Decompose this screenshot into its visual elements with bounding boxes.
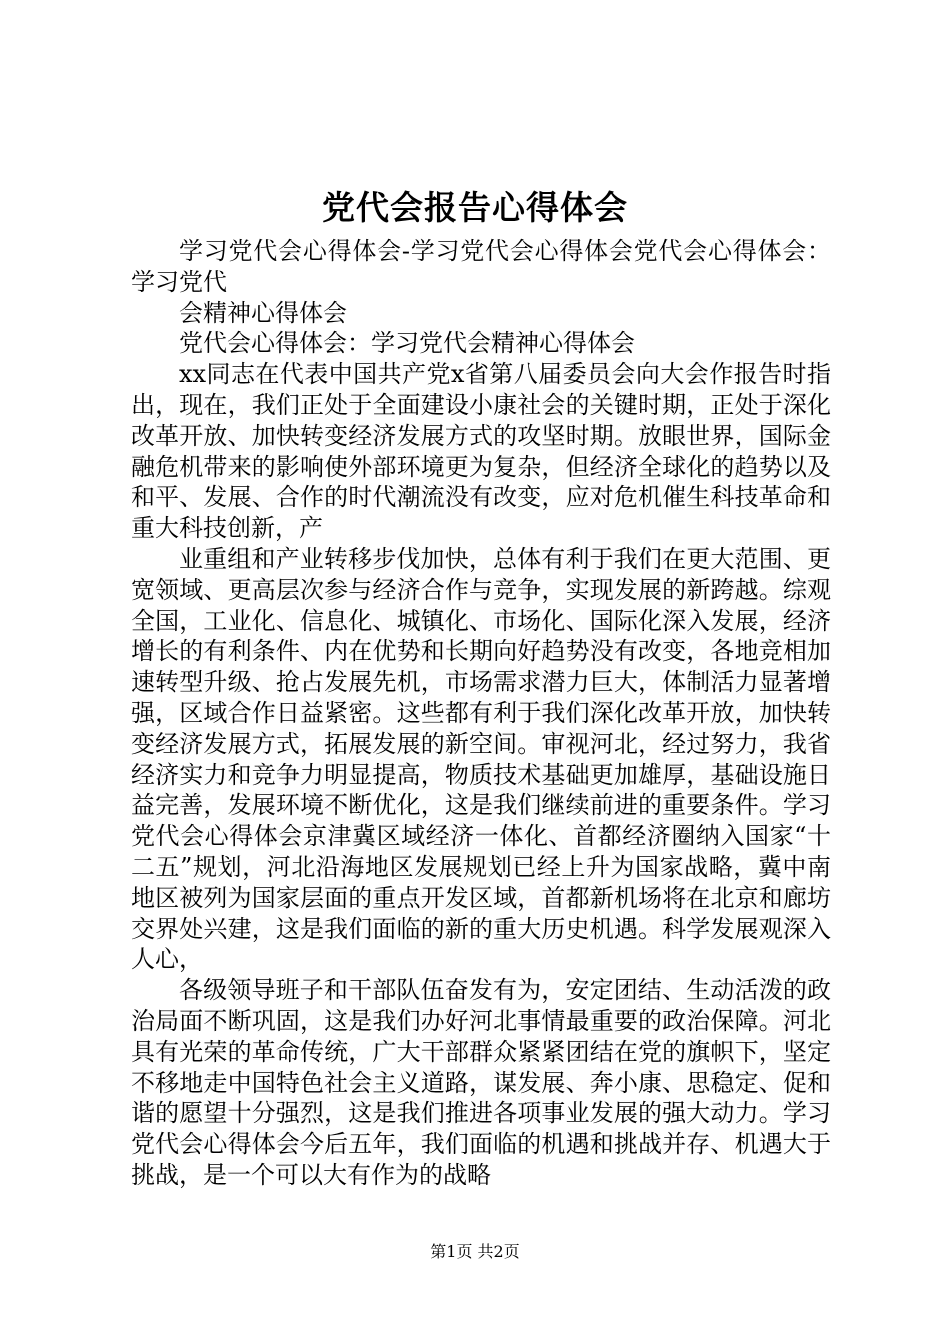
paragraph: 学习党代会心得体会-学习党代会心得体会党代会心得体会：学习党代 bbox=[131, 237, 831, 296]
paragraph: 业重组和产业转移步伐加快，总体有利于我们在更大范围、更宽领域、更高层次参与经济合作与竞争，实现发展的新跨越。综观全国，工业化、信息化、城镇化、市场化、国际化深入发展，经济增长的有利条件、内在优势和长期向好趋势没有改变，各地竞相加速转型升级、抢占发展先机，市场需求潜力巨大，体制活力显著增强，区域合作日益紧密。这些都有利于我们深化改革开放，加快转变经济发展方式，拓展发展的新空间。审视河北，经过努力，我省经济实力和竞争力明显提高，物质技术基础更加雄厚，基础设施日益完善，发展环境不断优化，这是我们继续前进的重要条件。学习党代会心得体会京津冀区域经济一体化、首都经济圈纳入国家“十二五”规划，河北沿海地区发展规划已经上升为国家战略，冀中南地区被列为国家层面的重点开发区域，首都新机场将在北京和廊坊交界处兴建，这是我们面临的新的重大历史机遇。科学发展观深入人心， bbox=[131, 544, 831, 974]
document-title: 党代会报告心得体会 bbox=[322, 188, 628, 227]
document-body bbox=[131, 236, 831, 1191]
paragraph: 党代会心得体会：学习党代会精神心得体会 bbox=[179, 329, 635, 358]
page-number-footer: 第1页 共2页 bbox=[430, 1242, 520, 1261]
paragraph: 各级领导班子和干部队伍奋发有为，安定团结、生动活泼的政治局面不断巩固，这是我们办好河北事情最重要的政治保障。河北具有光荣的革命传统，广大干部群众紧紧团结在党的旗帜下，坚定不移地走中国特色社会主义道路，谋发展、奔小康、思稳定、促和谐的愿望十分强烈，这是我们推进各项事业发展的强大动力。学习党代会心得体会今后五年，我们面临的机遇和挑战并存、机遇大于挑战，是一个可以大有作为的战略 bbox=[131, 976, 831, 1189]
paragraph: 会精神心得体会 bbox=[179, 298, 347, 327]
paragraph: xx同志在代表中国共产党x省第八届委员会向大会作报告时指出，现在，我们正处于全面建设小康社会的关键时期，正处于深化改革开放、加快转变经济发展方式的攻坚时期。放眼世界，国际金融危机带来的影响使外部环境更为复杂，但经济全球化的趋势以及和平、发展、合作的时代潮流没有改变，应对危机催生科技革命和重大科技创新，产 bbox=[131, 360, 831, 543]
